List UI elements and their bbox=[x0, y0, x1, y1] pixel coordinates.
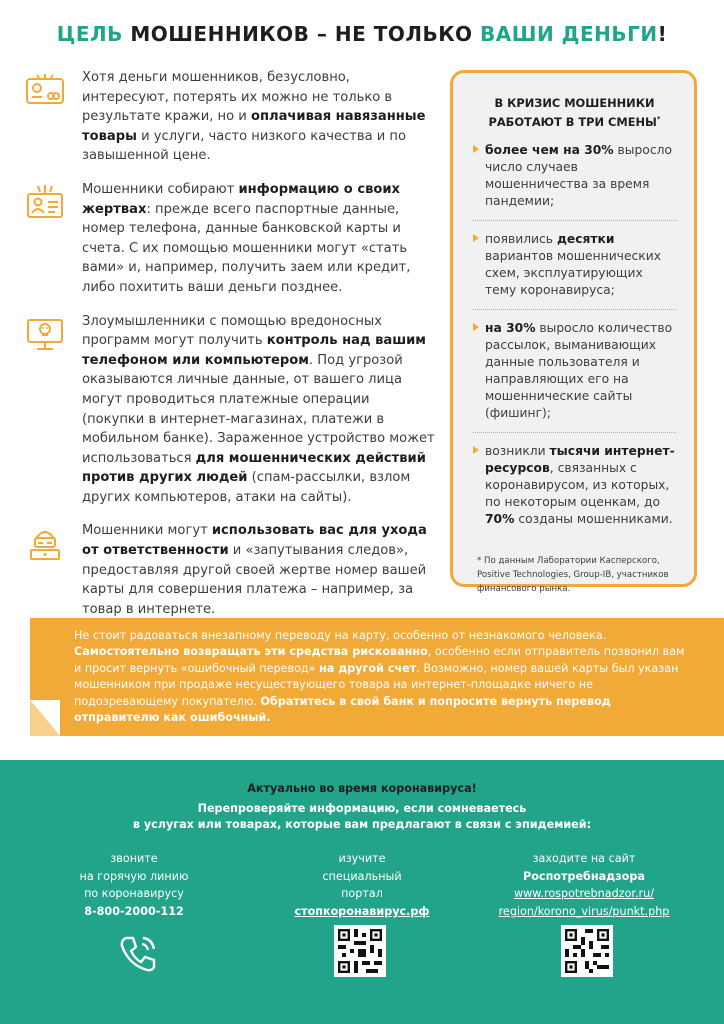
threat-block bbox=[25, 312, 435, 508]
phone-call-icon bbox=[116, 932, 160, 976]
threat-block bbox=[25, 180, 435, 298]
hotline-phone[interactable]: 8-800-2000-112 bbox=[84, 904, 184, 918]
warning-text: Не стоит радоваться внезапному переводу на карту, особенно от незнакомого человека. Самостоятельно возвращать эти средства рискованно, особенно если отправитель позвонил вам и просит вернуть «ошибочный перевод» на другой счет. Возможно, номер вашей карты был указан мошенником при продаже несуществующего товара на интернет-площадке ничего не подозревающему покупателю. Обратитесь в свой банк и попросите вернуть перевод отправителю как ошибочный. bbox=[74, 629, 685, 725]
title-main: МОШЕННИКОВ – НЕ ТОЛЬКО bbox=[122, 22, 481, 46]
title-exclamation: ! bbox=[657, 22, 668, 46]
statistic-item bbox=[473, 443, 676, 538]
threat-text: Мошенники собирают информацию о своих жертвах: прежде всего паспортные данные, номер телефона, данные банковской карты и счета. С их помощью мошенники могут «стать вами» и, например, получить заем или кредит, либо похитить ваши деньги позднее. bbox=[82, 181, 411, 295]
threat-block bbox=[25, 68, 435, 166]
threat-text: Мошенники могут использовать вас для ухода от ответственности и «запутывания следов», предоставляя другой своей жертве номер вашей карты для совершения платежа – например, за товар в интернете. bbox=[82, 523, 427, 617]
statistic-item bbox=[473, 320, 676, 433]
statistic-text: на 30% выросло количество рассылок, выманивающих данные пользователя и направляющих его на мошеннические сайты (фишинг); bbox=[485, 320, 673, 420]
arrow-bullet-icon bbox=[473, 323, 479, 331]
portal-qr-code[interactable] bbox=[334, 925, 386, 977]
threats-list bbox=[25, 68, 435, 633]
statistics-box bbox=[450, 70, 697, 594]
portal-column: изучите специальный портал стопкоронавирус.рф bbox=[262, 850, 462, 920]
qr-code-icon bbox=[565, 929, 609, 973]
id-card-icon bbox=[25, 182, 65, 222]
threat-text: Злоумышленники с помощью вредоносных программ могут получить контроль над вашим телефоном или компьютером. Под угрозой оказываются личные данные, от вашего лица могут проводиться платежные операции (покупки в интернет-магазинах, платежи в мобильном банке). Зараженное устройство может использоваться для мошеннических действий против других людей (спам-рассылки, взлом других компьютеров, атаки на сайты). bbox=[82, 313, 435, 505]
arrow-bullet-icon bbox=[473, 145, 479, 153]
statistic-item bbox=[473, 142, 676, 221]
arrow-bullet-icon bbox=[473, 446, 479, 454]
website-link-path[interactable]: region/korono_virus/punkt.php bbox=[498, 904, 670, 918]
page-title bbox=[0, 22, 724, 46]
threat-block bbox=[25, 521, 435, 619]
statistics-title: В КРИЗИС МОШЕННИКИ РАБОТАЮТ В ТРИ СМЕНЫ* bbox=[488, 96, 661, 129]
footer-panel bbox=[0, 760, 724, 1024]
footer-heading: Актуально во время коронавируса! bbox=[247, 782, 477, 795]
threat-text: Хотя деньги мошенников, безусловно, интересуют, потерять их можно не только в результате кражи, но и оплачивая навязанные товары и услуги, часто низкого качества и по завышенной цене. bbox=[82, 70, 426, 164]
statistic-item bbox=[473, 231, 676, 310]
statistic-text: появились десятки вариантов мошеннических схем, эксплуатирующих тему коронавируса; bbox=[485, 231, 661, 297]
website-qr-code[interactable] bbox=[561, 925, 613, 977]
statistic-text: возникли тысячи интернет-ресурсов, связанных с коронавирусом, из которых, по некоторым оценкам, до 70% созданы мошенниками. bbox=[485, 443, 675, 526]
statistic-text: более чем на 30% выросло число случаев мошенничества за время пандемии; bbox=[485, 142, 672, 208]
infected-computer-icon bbox=[25, 314, 65, 354]
title-accent: ЦЕЛЬ bbox=[56, 22, 123, 46]
title-accent-2: ВАШИ ДЕНЬГИ bbox=[480, 22, 658, 46]
banner-fold-corner bbox=[30, 700, 60, 736]
credit-card-icon bbox=[25, 70, 65, 110]
footer-subheading: Перепроверяйте информацию, если сомневаетесь в услугах или товарах, которые вам предлагают в связи с эпидемией: bbox=[132, 802, 592, 831]
hacker-icon bbox=[25, 523, 65, 563]
portal-link[interactable]: стопкоронавирус.рф bbox=[294, 904, 430, 918]
website-column: заходите на сайт Роспотребнадзора www.rospotrebnadzor.ru/ region/korono_virus/punkt.php bbox=[484, 850, 684, 920]
hotline-column: звоните на горячую линию по коронавирусу 8-800-2000-112 bbox=[34, 850, 234, 920]
qr-code-icon bbox=[338, 929, 382, 973]
footnote: * По данным Лаборатории Касперского, Positive Technologies, Group-IB, участников финансового рынка. bbox=[477, 555, 669, 594]
warning-banner bbox=[60, 618, 724, 736]
website-link[interactable]: www.rospotrebnadzor.ru/ bbox=[513, 887, 655, 901]
arrow-bullet-icon bbox=[473, 234, 479, 242]
